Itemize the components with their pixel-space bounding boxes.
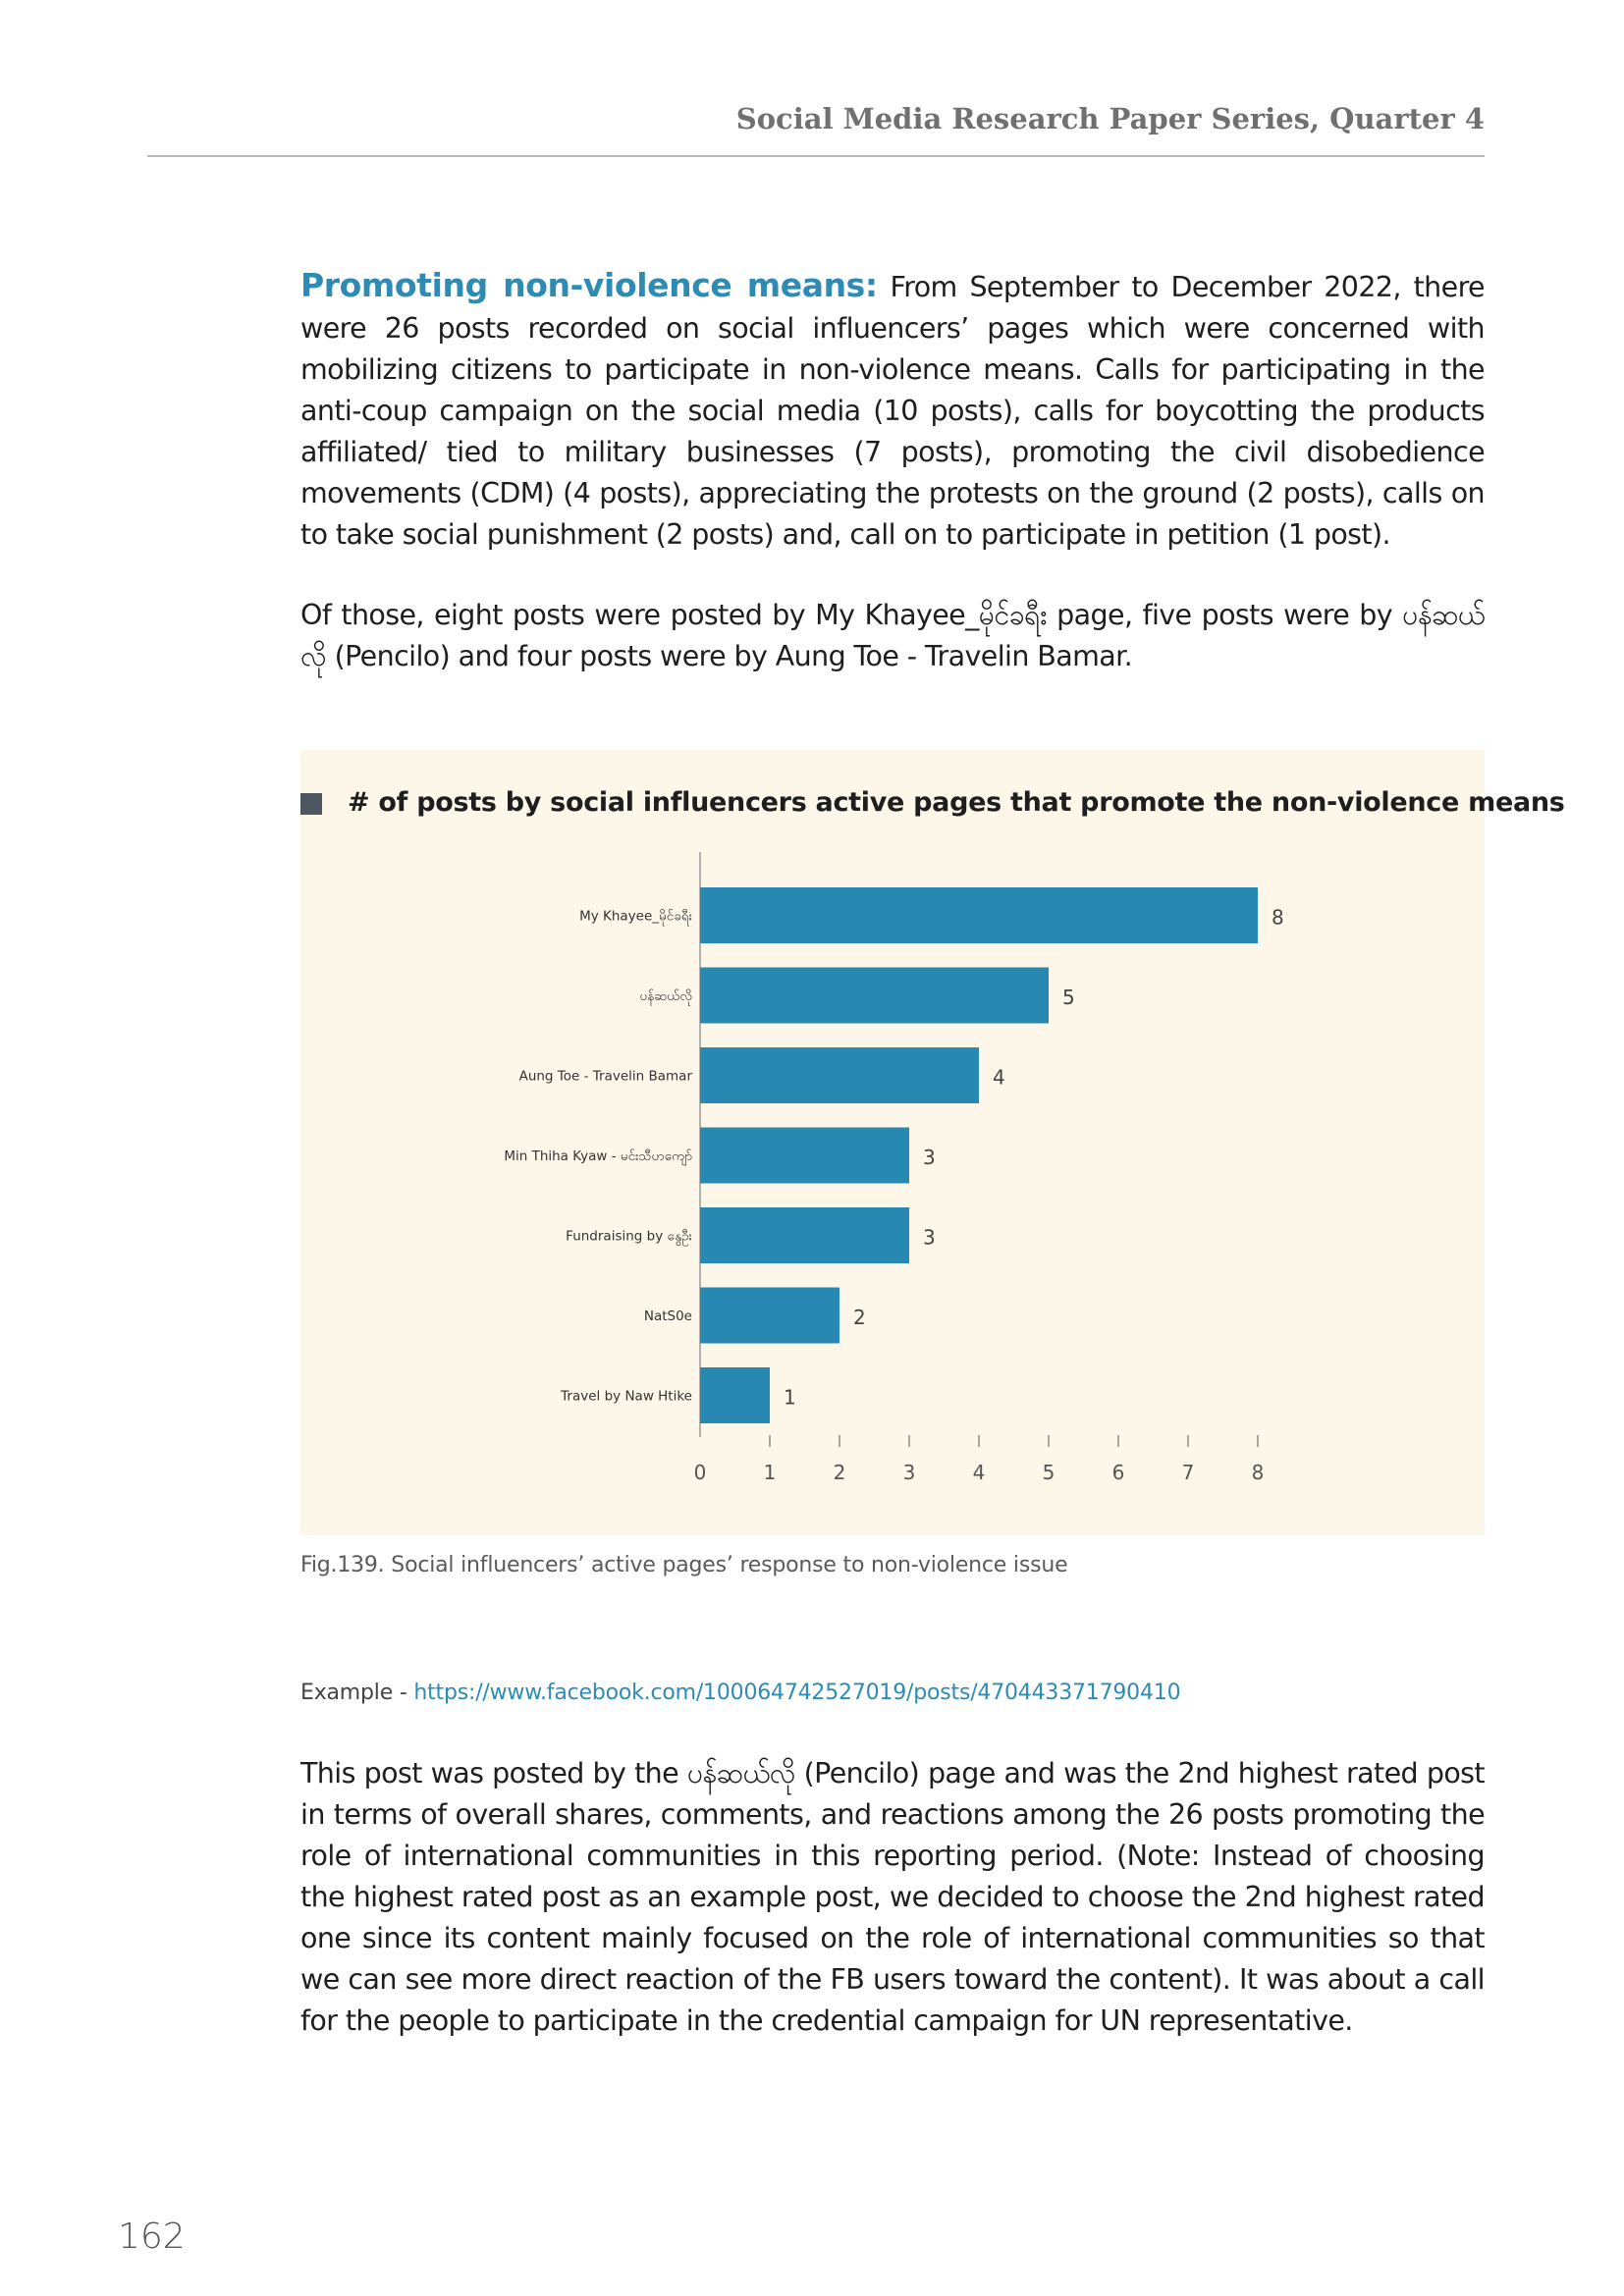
- data-label: 3: [923, 1225, 936, 1250]
- bar-chart: [300, 750, 1485, 1535]
- running-header: Social Media Research Paper Series, Quarter 4: [735, 102, 1485, 135]
- bar: [700, 887, 1258, 943]
- paragraph-top-pages: Of those, eight posts were posted by My Khayee_မိုင်ခရီး page, five posts were by ပန်ဆယ်လို (Pencilo) and four posts were by Aung Toe - Travelin Bamar.: [300, 599, 1485, 672]
- x-tick-label: 4: [972, 1461, 986, 1484]
- chart-panel: [300, 750, 1565, 1535]
- x-tick-label: 2: [833, 1461, 846, 1484]
- x-tick-label: 0: [693, 1461, 707, 1484]
- category-label: Fundraising by နွေဦး: [566, 1228, 692, 1245]
- x-tick-label: 3: [902, 1461, 916, 1484]
- paragraph-example-post: This post was posted by the ပန်ဆယ်လို (Pencilo) page and was the 2nd highest rated post in terms of overall shares, comments, and reactions among the 26 posts promoting the role of international communities in this reporting period. (Note: Instead of choosing the highest rated post as an example post, we decided to choose the 2nd highest rated one since its content mainly focused on the role of international communities so that we can see more direct reaction of the FB users toward the content). It was about a call for the people to participate in the credential campaign for UN representative.: [300, 1757, 1485, 2037]
- x-tick-label: 5: [1042, 1461, 1056, 1484]
- example-link[interactable]: https://www.facebook.com/100064742527019/posts/470443371790410: [413, 1681, 1181, 1705]
- bar: [700, 1207, 909, 1263]
- category-label: Travel by Naw Htike: [561, 1388, 692, 1405]
- example-label: Example -: [300, 1681, 414, 1705]
- x-tick-label: 6: [1111, 1461, 1125, 1484]
- page-number: 162: [118, 2216, 186, 2257]
- paragraph-nonviolence-text: From September to December 2022, there were 26 posts recorded on social influencers’ pages which were concerned with mobilizing citizens to participate in non-violence means. Calls for participating in the anti-coup campaign on the social media (10 posts), calls for boycotting the products affiliated/ tied to military businesses (7 posts), promoting the civil disobedience movements (CDM) (4 posts), appreciating the protests on the ground (2 posts), calls on to take social punishment (2 posts) and, call on to participate in petition (1 post).: [300, 271, 1485, 551]
- bar: [700, 968, 1049, 1024]
- bar: [700, 1128, 909, 1184]
- bar: [700, 1288, 839, 1344]
- figure-caption: Fig.139. Social influencers’ active pages’ response to non-violence issue: [300, 1553, 1068, 1577]
- data-label: 3: [923, 1146, 936, 1169]
- bar: [700, 1047, 979, 1103]
- category-label: NatS0e: [643, 1308, 692, 1324]
- category-label: Aung Toe - Travelin Bamar: [518, 1068, 692, 1085]
- section-lead: Promoting non-violence means:: [300, 266, 878, 304]
- data-label: 4: [993, 1065, 1005, 1090]
- data-label: 5: [1062, 986, 1075, 1009]
- bar: [700, 1367, 770, 1423]
- data-label: 8: [1272, 905, 1284, 930]
- category-label: ပန်ဆယ်လို: [639, 988, 692, 1004]
- category-label: My Khayee_မိုင်ခရီး: [579, 908, 692, 925]
- chart-title: # of posts by social influencers active pages that promote the non-violence means: [348, 787, 1565, 818]
- x-tick-label: 1: [763, 1461, 777, 1484]
- data-label: 2: [853, 1306, 866, 1329]
- header-divider: [147, 155, 1485, 157]
- category-label: Min Thiha Kyaw - မင်းသီဟကျော်: [504, 1148, 692, 1164]
- x-tick-label: 7: [1181, 1461, 1195, 1484]
- example-line: [300, 1681, 1180, 1705]
- data-label: 1: [784, 1385, 796, 1410]
- x-tick-label: 8: [1251, 1461, 1265, 1484]
- paragraph-nonviolence: [300, 265, 1485, 556]
